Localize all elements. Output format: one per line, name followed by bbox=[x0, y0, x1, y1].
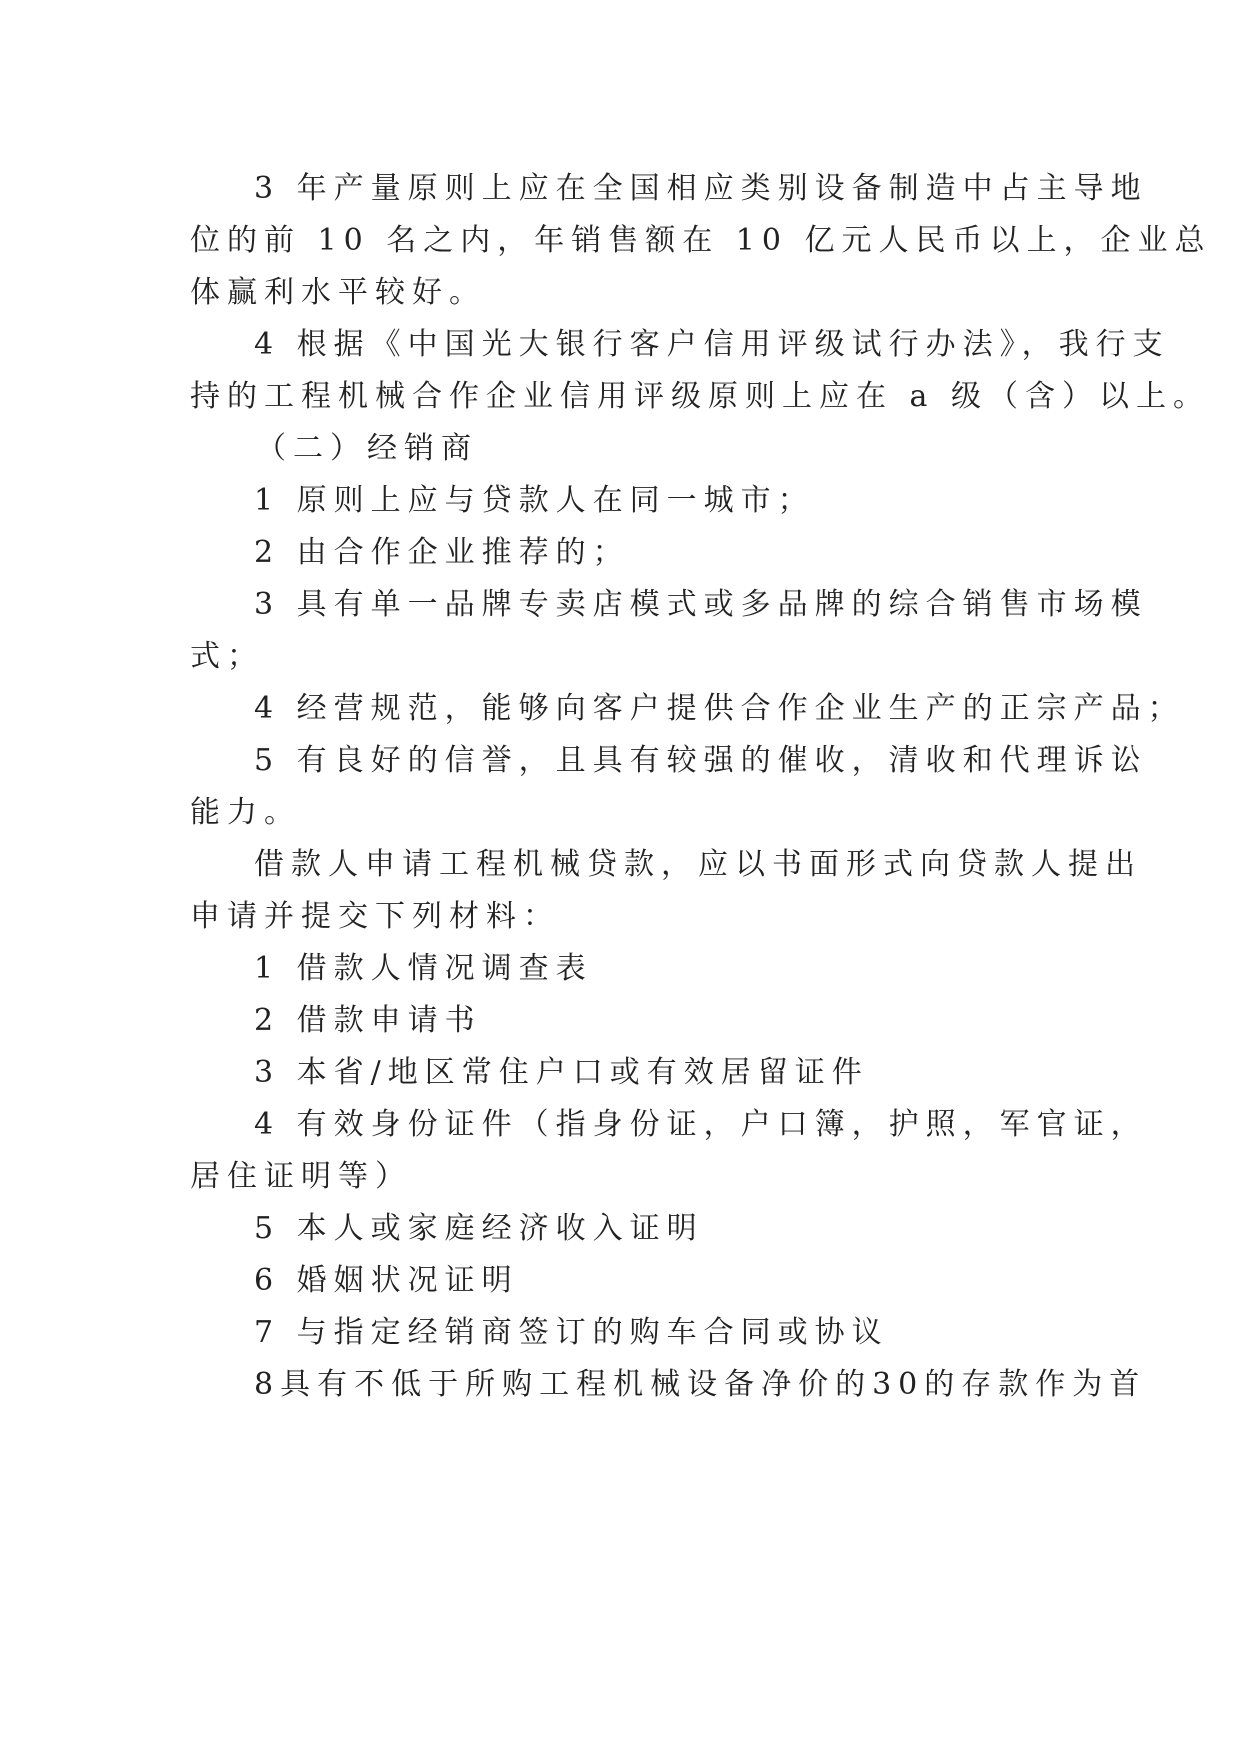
text-line: 1 借款人情况调查表 bbox=[254, 951, 593, 986]
text-line: 体赢利水平较好。 bbox=[190, 275, 486, 310]
text-line: 持的工程机械合作企业信用评级原则上应在 a 级（含）以上。 bbox=[190, 379, 1210, 414]
text-line: 4 有效身份证件（指身份证，户口簿，护照，军官证， bbox=[254, 1107, 1148, 1142]
text-line: 居住证明等） bbox=[190, 1159, 412, 1194]
text-line: 6 婚姻状况证明 bbox=[254, 1263, 519, 1298]
text-line: 3 具有单一品牌专卖店模式或多品牌的综合销售市场模 bbox=[254, 587, 1148, 622]
text-line: 借款人申请工程机械贷款，应以书面形式向贷款人提出 bbox=[254, 847, 1142, 882]
text-line: 2 由合作企业推荐的； bbox=[254, 535, 630, 570]
text-line: 1 原则上应与贷款人在同一城市； bbox=[254, 483, 815, 518]
text-line: 申请并提交下列材料： bbox=[190, 899, 560, 934]
section-heading: （二）经销商 bbox=[256, 431, 478, 466]
text-line: 5 本人或家庭经济收入证明 bbox=[254, 1211, 704, 1246]
text-line: 4 根据《中国光大银行客户信用评级试行办法》，我行支 bbox=[254, 327, 1170, 362]
text-line: 位的前 10 名之内，年销售额在 10 亿元人民币以上，企业总 bbox=[190, 223, 1212, 258]
text-line: 3 年产量原则上应在全国相应类别设备制造中占主导地 bbox=[254, 171, 1148, 206]
text-line: 8具有不低于所购工程机械设备净价的30的存款作为首 bbox=[254, 1367, 1147, 1402]
text-line: 式； bbox=[190, 639, 264, 674]
text-line: 7 与指定经销商签订的购车合同或协议 bbox=[254, 1315, 889, 1350]
text-line: 2 借款申请书 bbox=[254, 1003, 482, 1038]
text-line: 能力。 bbox=[190, 795, 301, 830]
text-line: 3 本省/地区常住户口或有效居留证件 bbox=[254, 1055, 869, 1090]
text-line: 4 经营规范，能够向客户提供合作企业生产的正宗产品； bbox=[254, 691, 1185, 726]
text-line: 5 有良好的信誉，且具有较强的催收，清收和代理诉讼 bbox=[254, 743, 1148, 778]
